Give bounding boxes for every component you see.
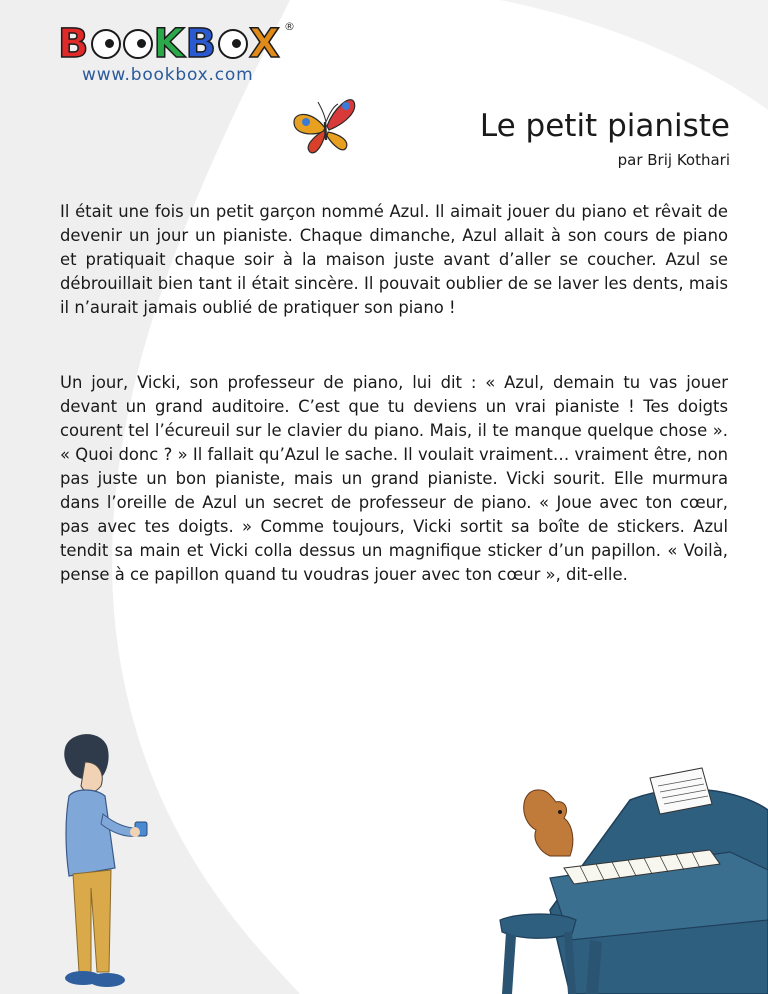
- story-author: par Brij Kothari: [617, 151, 730, 169]
- butterfly-illustration: [290, 90, 360, 160]
- bookbox-logo[interactable]: [58, 20, 298, 90]
- bookbox-wordmark: [58, 21, 281, 67]
- registered-mark: ®: [284, 20, 295, 33]
- story-title: Le petit pianiste: [479, 108, 730, 144]
- website-url[interactable]: www.bookbox.com: [82, 65, 254, 85]
- logo-letter-k: K: [153, 21, 186, 67]
- logo-letter-b1: B: [58, 21, 90, 67]
- story-paragraph-2: Un jour, Vicki, son professeur de piano, lui dit : « Azul, demain tu vas jouer devant un grand auditoire. C’est que tu deviens un vrai pianiste ! Tes doigts courent tel l’écureuil sur le clavier du piano. Mais, il te manque quelque chose ». « Quoi donc ? » Il fallait qu’Azul le sache. Il voulait vraiment… vraiment être, non pas juste un bon pianiste, mais un grand pianiste. Vicki sourit. Elle murmura dans l’oreille de Azul un secret de professeur de piano. « Joue avec ton cœur, pas avec tes doigts. » Comme toujours, Vicki sortit sa boîte de stickers. Azul tendit sa main et Vicki colla dessus un magnifique sticker d’un papillon. « Voilà, pense à ce papillon quand tu voudras jouer avec ton cœur », dit-elle.: [60, 373, 728, 584]
- story-paragraph-1: Il était une fois un petit garçon nommé Azul. Il aimait jouer du piano et rêvait de devenir un jour un pianiste. Chaque dimanche, Azul allait à son cours de piano et pratiquait chaque soir à la maison juste avant d’aller se coucher. Azul se débrouillait bien tant il était sincère. Il pouvait oublier de se laver les dents, mais il n’aurait jamais oublié de pratiquer son piano !: [60, 202, 728, 317]
- logo-letter-x: X: [249, 21, 281, 67]
- logo-eye-icon: [218, 29, 248, 59]
- piano-with-squirrel-illustration: [480, 760, 768, 994]
- logo-letter-b2: B: [185, 21, 217, 67]
- boy-with-sticker-illustration: [55, 728, 165, 994]
- logo-eye-icon: [123, 29, 153, 59]
- logo-eye-icon: [91, 29, 121, 59]
